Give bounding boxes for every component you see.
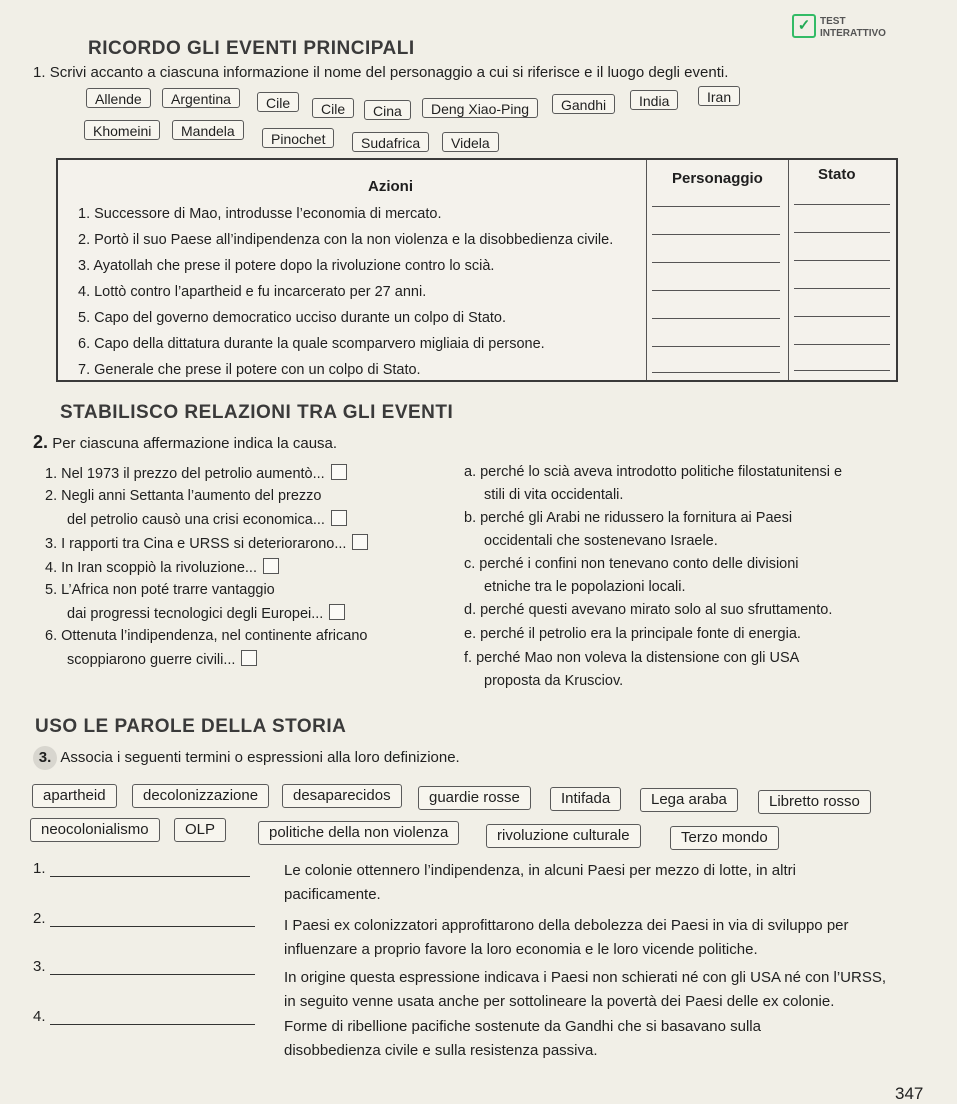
events-table: [56, 158, 898, 382]
table-row: 2. Portò il suo Paese all’indipendenza con la non violenza e la disobbedienza civile.: [78, 232, 614, 248]
term-chip[interactable]: guardie rosse: [418, 786, 531, 810]
word-chip[interactable]: Pinochet: [262, 128, 334, 148]
person-answer-line[interactable]: [652, 318, 780, 319]
statement-text: 1. Nel 1973 il prezzo del petrolio aumentò...: [45, 466, 325, 482]
person-answer-line[interactable]: [652, 206, 780, 207]
statement-item: [67, 604, 345, 622]
answer-line[interactable]: [50, 974, 255, 975]
statement-text: 3. I rapporti tra Cina e URSS si deteriorarono...: [45, 536, 347, 552]
term-chip[interactable]: desaparecidos: [282, 784, 402, 808]
cause-text: d. perché questi avevano mirato solo al suo sfruttamento.: [464, 602, 833, 618]
cause-text: occidentali che sostenevano Israele.: [484, 533, 718, 549]
word-chip[interactable]: Cile: [312, 98, 354, 118]
statement-text: del petrolio causò una crisi economica...: [67, 512, 325, 528]
word-chip[interactable]: Cile: [257, 92, 299, 112]
term-chip[interactable]: Lega araba: [640, 788, 738, 812]
statement-item: [45, 558, 279, 576]
definition-text: Forme di ribellione pacifiche sostenute da Gandhi che si basavano sulla: [284, 1018, 761, 1035]
term-chip[interactable]: Libretto rosso: [758, 790, 871, 814]
statement-text: 6. Ottenuta l’indipendenza, nel continente africano: [45, 628, 368, 644]
statement-text: 2. Negli anni Settanta l’aumento del prezzo: [45, 488, 322, 504]
word-chip[interactable]: Khomeini: [84, 120, 160, 140]
answer-box[interactable]: [241, 650, 257, 666]
word-chip[interactable]: Sudafrica: [352, 132, 429, 152]
state-answer-line[interactable]: [794, 260, 890, 261]
definition-number: 1.: [33, 860, 46, 877]
answer-line[interactable]: [50, 1024, 255, 1025]
word-chip[interactable]: India: [630, 90, 678, 110]
definition-text: in seguito venne usata anche per sottolineare la povertà dei Paesi delle ex colonie.: [284, 993, 835, 1010]
state-answer-line[interactable]: [794, 232, 890, 233]
cause-text: b. perché gli Arabi ne ridussero la fornitura ai Paesi: [464, 510, 793, 526]
exercise-1-text: Scrivi accanto a ciascuna informazione il nome del personaggio a cui si riferisce e il luogo degli eventi.: [49, 64, 729, 81]
definition-text: Le colonie ottennero l’indipendenza, in alcuni Paesi per mezzo di lotte, in altri: [284, 862, 796, 879]
table-row: 6. Capo della dittatura durante la quale scomparvero migliaia di persone.: [78, 336, 545, 352]
state-answer-line[interactable]: [794, 344, 890, 345]
answer-line[interactable]: [50, 926, 255, 927]
cause-text: e. perché il petrolio era la principale fonte di energia.: [464, 626, 801, 642]
interactive-test-badge[interactable]: [792, 8, 942, 48]
term-chip[interactable]: decolonizzazione: [132, 784, 269, 808]
exercise-2-instruction: [33, 432, 337, 453]
column-separator: [788, 160, 789, 380]
exercise-2-text: Per ciascuna affermazione indica la causa.: [52, 435, 338, 452]
word-chip[interactable]: Allende: [86, 88, 151, 108]
column-separator: [646, 160, 647, 380]
person-answer-line[interactable]: [652, 262, 780, 263]
exercise-2-number: 2.: [33, 432, 49, 452]
statement-item: [45, 534, 368, 552]
answer-box[interactable]: [329, 604, 345, 620]
definition-text: I Paesi ex colonizzatori approfittarono della debolezza dei Paesi in via di sviluppo per: [284, 917, 849, 934]
cause-text: f. perché Mao non voleva la distensione con gli USA: [464, 650, 800, 666]
section-title-3: USO LE PAROLE DELLA STORIA: [35, 716, 347, 737]
table-row: 3. Ayatollah che prese il potere dopo la rivoluzione contro lo scià.: [78, 258, 495, 274]
badge-top-text: TEST: [820, 16, 846, 27]
state-answer-line[interactable]: [794, 204, 890, 205]
person-answer-line[interactable]: [652, 372, 780, 373]
answer-box[interactable]: [352, 534, 368, 550]
person-answer-line[interactable]: [652, 290, 780, 291]
term-chip[interactable]: apartheid: [32, 784, 117, 808]
definition-text: disobbedienza civile e sulla resistenza passiva.: [284, 1042, 598, 1059]
term-chip[interactable]: Intifada: [550, 787, 621, 811]
exercise-1-instruction: [33, 64, 728, 81]
answer-box[interactable]: [263, 558, 279, 574]
exercise-3-instruction: [33, 746, 460, 770]
statement-item: [67, 650, 257, 668]
definition-number: 2.: [33, 910, 46, 927]
cause-text: etniche tra le popolazioni locali.: [484, 579, 686, 595]
term-chip[interactable]: rivoluzione culturale: [486, 824, 641, 848]
definition-text: pacificamente.: [284, 886, 381, 903]
definition-number: 4.: [33, 1008, 46, 1025]
definition-number: 3.: [33, 958, 46, 975]
cause-text: stili di vita occidentali.: [484, 487, 624, 503]
word-chip[interactable]: Deng Xiao-Ping: [422, 98, 538, 118]
column-header-actions: Azioni: [368, 178, 413, 195]
table-row: 4. Lottò contro l’apartheid e fu incarcerato per 27 anni.: [78, 284, 427, 300]
definition-text: influenzare a proprio favore la loro economia e le loro vicende politiche.: [284, 941, 758, 958]
state-answer-line[interactable]: [794, 370, 890, 371]
word-chip[interactable]: Videla: [442, 132, 499, 152]
table-row: 1. Successore di Mao, introdusse l’economia di mercato.: [78, 206, 442, 222]
term-chip[interactable]: neocolonialismo: [30, 818, 160, 842]
exercise-3-text: Associa i seguenti termini o espressioni alla loro definizione.: [60, 749, 460, 766]
word-chip[interactable]: Iran: [698, 86, 740, 106]
term-chip[interactable]: OLP: [174, 818, 226, 842]
statement-text: dai progressi tecnologici degli Europei...: [67, 606, 324, 622]
table-row: 5. Capo del governo democratico ucciso durante un colpo di Stato.: [78, 310, 507, 326]
cause-text: proposta da Krusciov.: [484, 673, 624, 689]
word-chip[interactable]: Cina: [364, 100, 411, 120]
statement-item: [45, 464, 347, 482]
person-answer-line[interactable]: [652, 346, 780, 347]
answer-line[interactable]: [50, 876, 250, 877]
section-title-2: STABILISCO RELAZIONI TRA GLI EVENTI: [60, 402, 454, 423]
state-answer-line[interactable]: [794, 288, 890, 289]
definition-text: In origine questa espressione indicava i Paesi non schierati né con gli USA né con l’URSS,: [284, 969, 887, 986]
column-header-state: Stato: [818, 166, 856, 183]
word-chip[interactable]: Argentina: [162, 88, 240, 108]
answer-box[interactable]: [331, 510, 347, 526]
word-chip[interactable]: Mandela: [172, 120, 244, 140]
badge-bottom-text: INTERATTIVO: [820, 28, 886, 39]
word-chip[interactable]: Gandhi: [552, 94, 615, 114]
check-icon: ✓: [792, 14, 816, 38]
cause-text: c. perché i confini non tenevano conto delle divisioni: [464, 556, 799, 572]
statement-text: 4. In Iran scoppiò la rivoluzione...: [45, 560, 257, 576]
state-answer-line[interactable]: [794, 316, 890, 317]
statement-text: 5. L’Africa non poté trarre vantaggio: [45, 582, 275, 598]
cause-text: a. perché lo scià aveva introdotto politiche filostatunitensi e: [464, 464, 843, 480]
person-answer-line[interactable]: [652, 234, 780, 235]
table-row: 7. Generale che prese il potere con un colpo di Stato.: [78, 362, 421, 378]
statement-item: [67, 510, 347, 528]
page-number: 347: [895, 1084, 924, 1103]
column-header-person: Personaggio: [672, 170, 763, 187]
statement-text: scoppiarono guerre civili...: [67, 652, 236, 668]
term-chip[interactable]: Terzo mondo: [670, 826, 779, 850]
section-title-1: RICORDO GLI EVENTI PRINCIPALI: [88, 38, 415, 59]
exercise-3-number: 3.: [33, 746, 57, 770]
exercise-1-number: 1.: [33, 64, 46, 81]
answer-box[interactable]: [331, 464, 347, 480]
term-chip[interactable]: politiche della non violenza: [258, 821, 459, 845]
